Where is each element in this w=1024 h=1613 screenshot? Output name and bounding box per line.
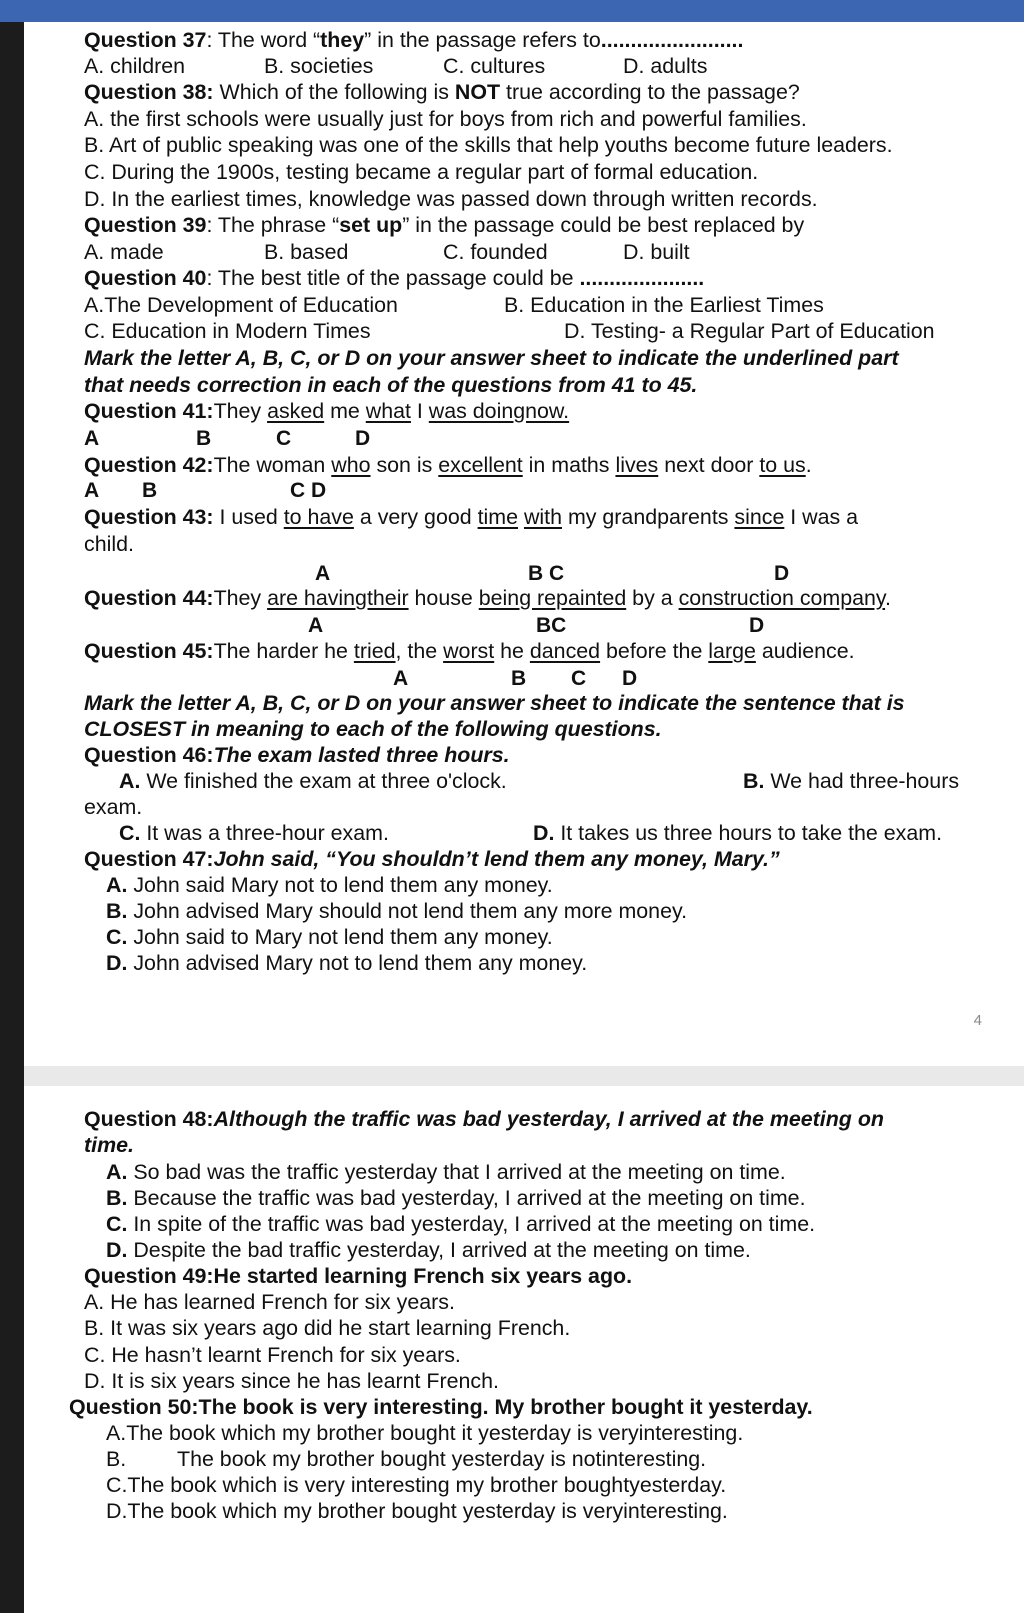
- label-b: B: [196, 427, 212, 450]
- option-c: C. During the 1900s, testing became a regular part of formal education.: [84, 160, 759, 184]
- question-41: Question 41:They asked me what I was doingnow.: [84, 399, 570, 423]
- label-d: D: [622, 667, 638, 690]
- option-d: D. Testing- a Regular Part of Education: [564, 319, 935, 343]
- question-48-cont: time.: [84, 1133, 134, 1157]
- option-b: B. Because the traffic was bad yesterday, I arrived at the meeting on time.: [106, 1186, 806, 1210]
- label-cd: C D: [290, 479, 327, 502]
- label-a: A: [84, 479, 100, 502]
- page-number: 4: [973, 1012, 982, 1029]
- option-a: A. made: [84, 240, 164, 264]
- option-b: B. societies: [264, 54, 374, 78]
- label-a: A: [315, 562, 331, 585]
- option-d: D. adults: [623, 54, 708, 78]
- option-a: A. John said Mary not to lend them any money.: [106, 873, 553, 897]
- option-b: B. John advised Mary should not lend them any more money.: [106, 899, 688, 923]
- option-d: D. John advised Mary not to lend them any money.: [106, 951, 588, 975]
- section-instructions-error-2: that needs correction in each of the questions from 41 to 45.: [84, 373, 698, 397]
- option-c: C. He hasn’t learnt French for six years.: [84, 1343, 461, 1367]
- question-49: Question 49:He started learning French six years ago.: [84, 1264, 633, 1288]
- option-a: A. So bad was the traffic yesterday that I arrived at the meeting on time.: [106, 1160, 786, 1184]
- question-46: Question 46:The exam lasted three hours.: [84, 743, 510, 767]
- option-c: C. In spite of the traffic was bad yesterday, I arrived at the meeting on time.: [106, 1212, 816, 1236]
- option-b: B. Education in the Earliest Times: [504, 293, 824, 317]
- section-instructions-closest: Mark the letter A, B, C, or D on your answer sheet to indicate the sentence that is: [84, 691, 905, 715]
- question-47: Question 47:John said, “You shouldn’t lend them any money, Mary.”: [84, 847, 780, 871]
- document-page-1: [24, 22, 1024, 1066]
- top-bar: [0, 0, 1024, 22]
- option-c: C. founded: [443, 240, 548, 264]
- question-37-options: [84, 53, 707, 80]
- option-b-letter: B.: [106, 1447, 127, 1471]
- section-instructions-error: Mark the letter A, B, C, or D on your answer sheet to indicate the underlined part: [84, 346, 899, 370]
- document-page-2: [24, 1086, 1024, 1613]
- option-a: A.The Development of Education: [84, 293, 398, 317]
- question-37: Question 37: The word “they” in the passage refers to........................: [84, 28, 744, 52]
- label-d: D: [355, 427, 371, 450]
- option-b: B. It was six years ago did he start learning French.: [84, 1316, 571, 1340]
- question-48: Question 48:Although the traffic was bad yesterday, I arrived at the meeting on: [84, 1107, 884, 1131]
- label-b: B: [511, 667, 527, 690]
- question-42: Question 42:The woman who son is excellent in maths lives next door to us.: [84, 453, 812, 477]
- option-b: B. Art of public speaking was one of the skills that help youths become future leaders.: [84, 133, 893, 157]
- option-a: A.The book which my brother bought it yesterday is veryinteresting.: [106, 1421, 744, 1445]
- question-45: Question 45:The harder he tried, the worst he danced before the large audience.: [84, 639, 855, 663]
- option-b-cont: exam.: [84, 795, 143, 819]
- question-43: Question 43: I used to have a very good time with my grandparents since I was a: [84, 505, 859, 529]
- option-d: D. It is six years since he has learnt French.: [84, 1369, 499, 1393]
- label-c: C: [571, 667, 587, 690]
- question-44: Question 44:They are havingtheir house being repainted by a construction company.: [84, 586, 891, 610]
- question-39-options: [84, 239, 690, 266]
- label-d: D: [749, 614, 765, 637]
- label-a: A: [308, 614, 324, 637]
- section-instructions-closest-2: CLOSEST in meaning to each of the following questions.: [84, 717, 662, 741]
- question-43-cont: child.: [84, 532, 134, 556]
- label-bc: B C: [528, 562, 565, 585]
- option-c: C. Education in Modern Times: [84, 319, 371, 343]
- option-b: B. based: [264, 240, 349, 264]
- option-b: B. We had three-hours: [743, 769, 960, 793]
- option-c: C.The book which is very interesting my brother boughtyesterday.: [106, 1473, 727, 1497]
- option-d: D. It takes us three hours to take the exam.: [533, 821, 943, 845]
- label-a: A: [84, 427, 100, 450]
- label-b: B: [142, 479, 158, 502]
- option-a: A. children: [84, 54, 186, 78]
- option-c: C. cultures: [443, 54, 546, 78]
- page-gap: [24, 1066, 1024, 1086]
- option-b: The book my brother bought yesterday is notinteresting.: [177, 1447, 707, 1471]
- option-c: C. John said to Mary not lend them any money.: [106, 925, 553, 949]
- option-d: D. Despite the bad traffic yesterday, I arrived at the meeting on time.: [106, 1238, 751, 1262]
- question-50: Question 50:The book is very interesting. My brother bought it yesterday.: [69, 1395, 813, 1419]
- option-d: D.The book which my brother bought yesterday is veryinteresting.: [106, 1499, 728, 1523]
- label-c: C: [276, 427, 292, 450]
- label-a: A: [393, 667, 409, 690]
- option-d: D. In the earliest times, knowledge was passed down through written records.: [84, 187, 818, 211]
- option-c: C. It was a three-hour exam.: [119, 821, 389, 845]
- option-a: A. We finished the exam at three o'clock.: [119, 769, 507, 793]
- label-bc: BC: [536, 614, 567, 637]
- question-39: Question 39: The phrase “set up” in the passage could be best replaced by: [84, 213, 805, 237]
- question-40: Question 40: The best title of the passage could be .....................: [84, 266, 705, 290]
- label-d: D: [774, 562, 790, 585]
- option-d: D. built: [623, 240, 690, 264]
- question-38: Question 38: Which of the following is NOT true according to the passage?: [84, 80, 800, 104]
- option-a: A. He has learned French for six years.: [84, 1290, 455, 1314]
- option-a: A. the first schools were usually just for boys from rich and powerful families.: [84, 107, 807, 131]
